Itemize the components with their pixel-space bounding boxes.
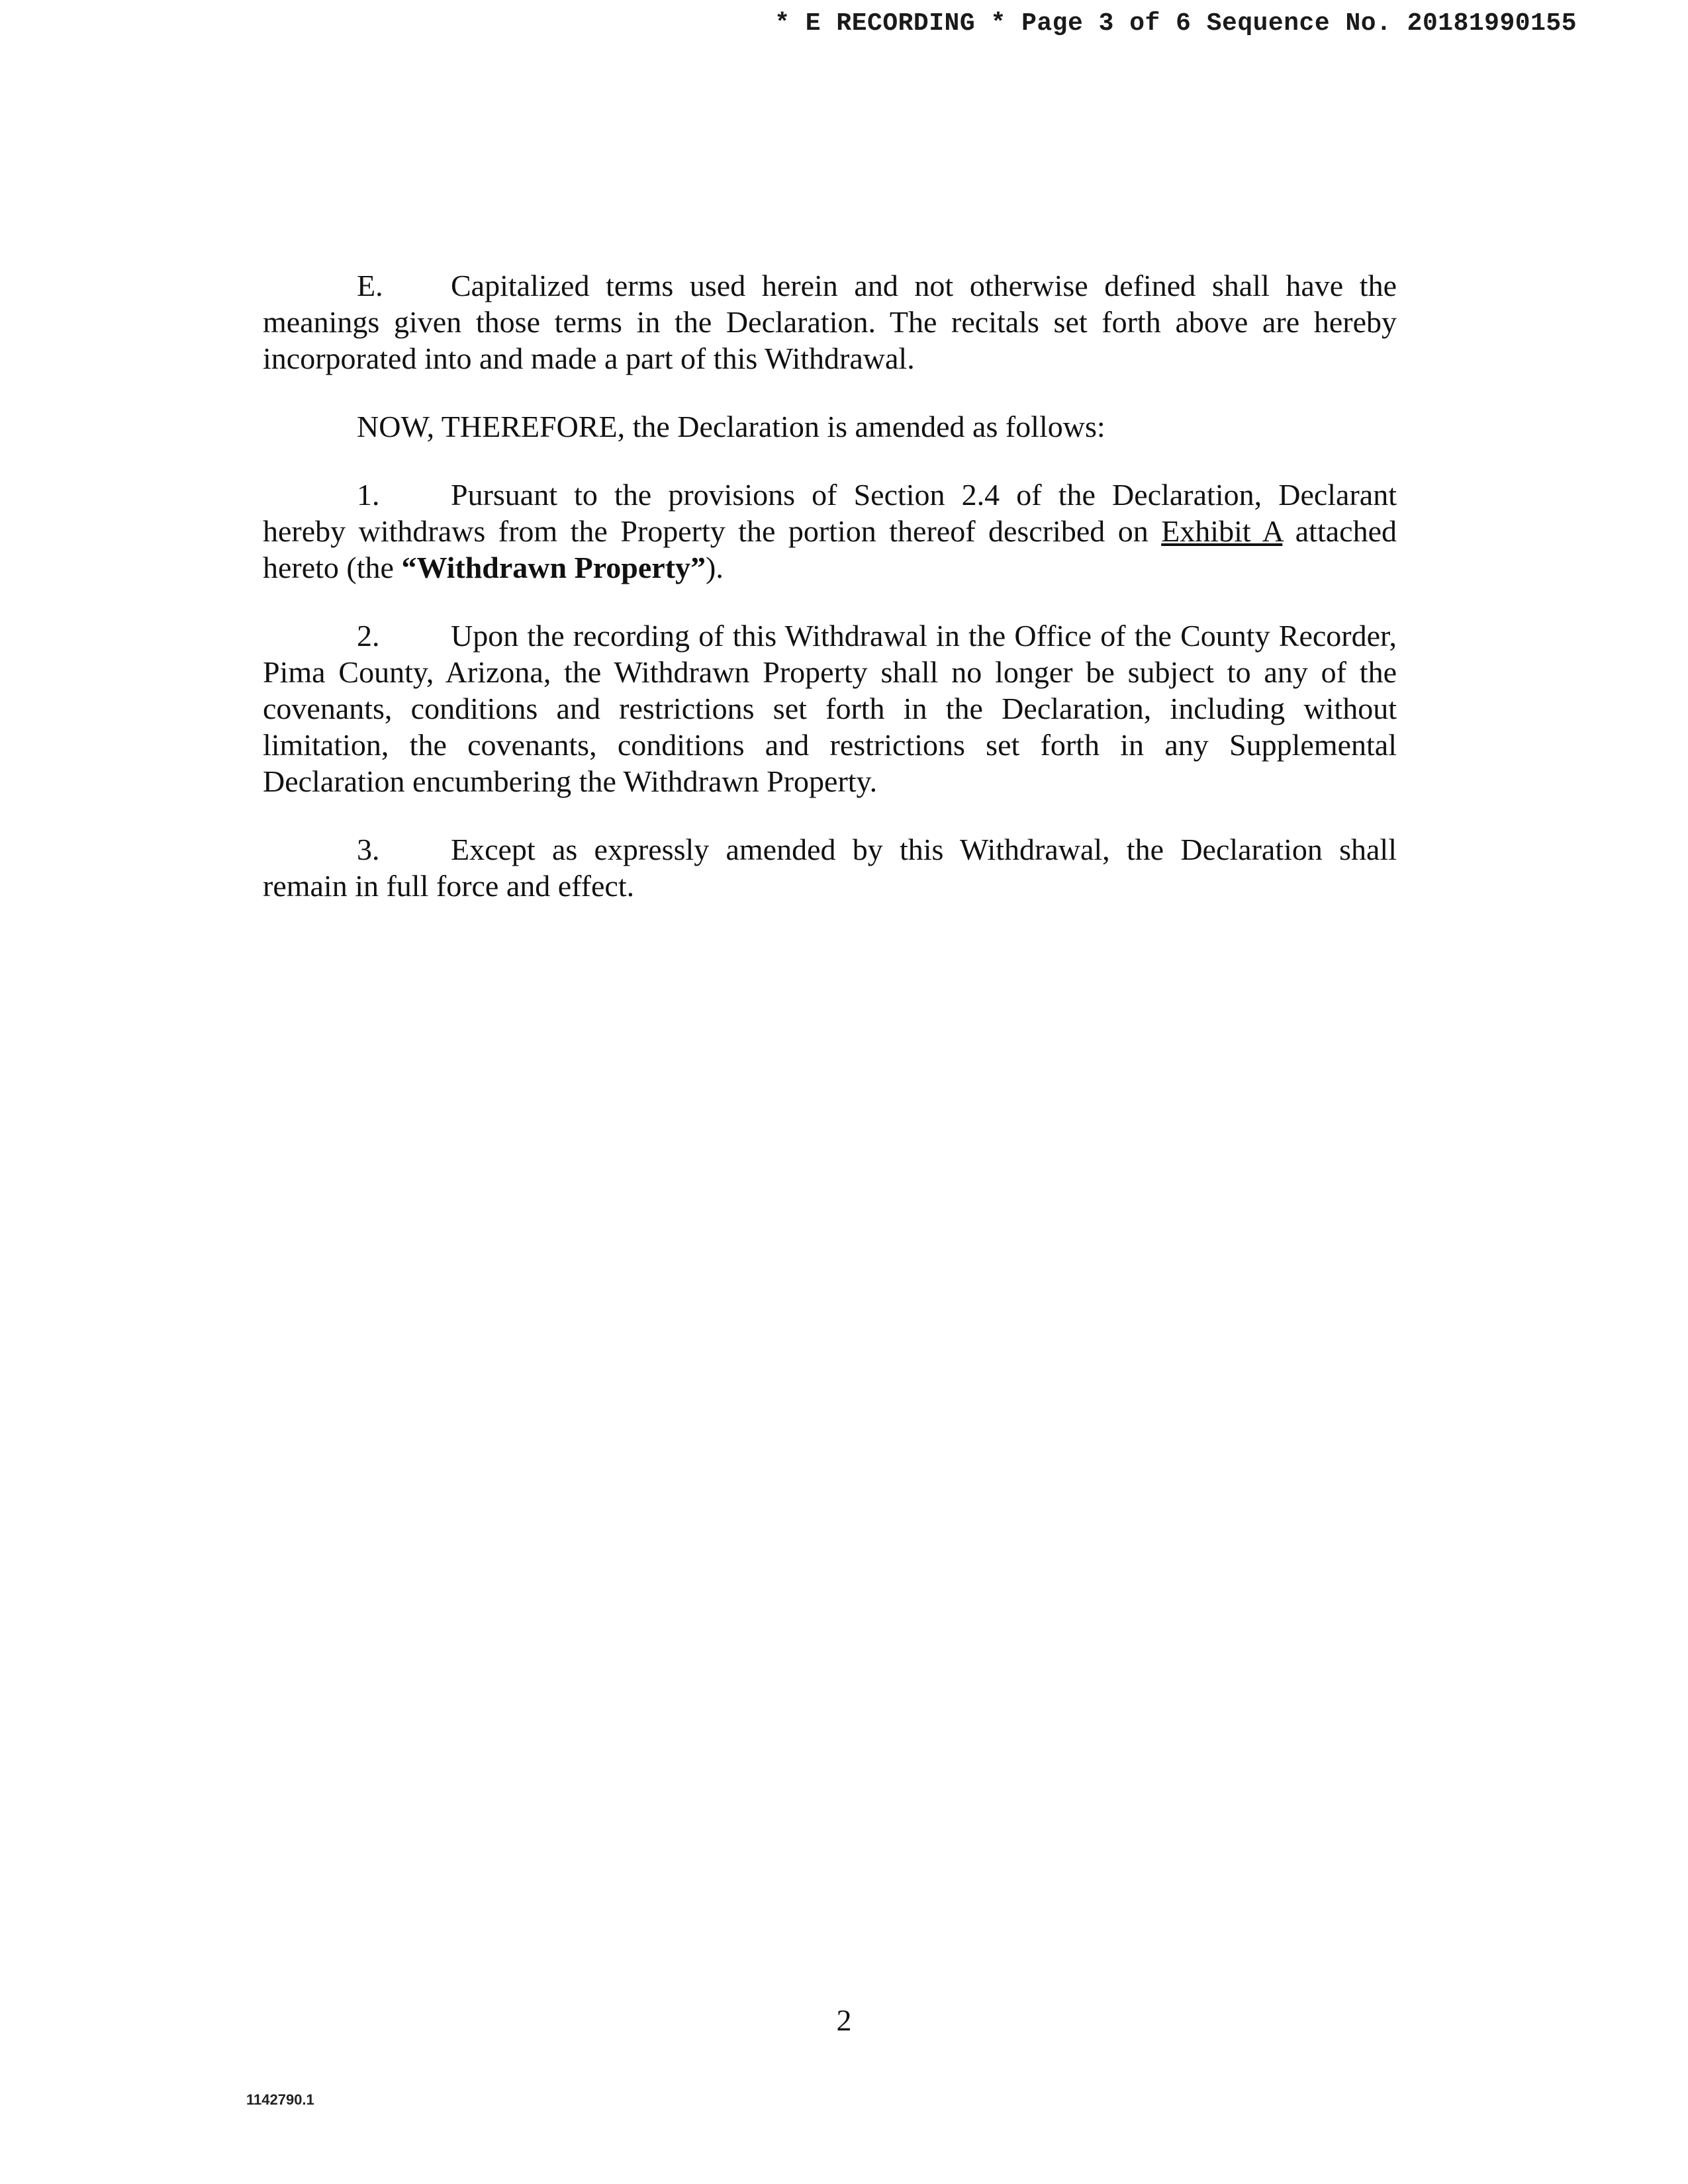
withdrawn-property-term: “Withdrawn Property”	[401, 551, 706, 584]
paragraph-3	[263, 831, 1397, 904]
paragraph-1-text-middle: attached hereto (the	[263, 514, 1397, 584]
paragraph-2-text: Upon the recording of this Withdrawal in the Office of the County Recorder, Pima County, Arizona, the Withdrawn Property shall no longer be subject to any of the covenants, conditions and restrictions set forth in the Declaration, including without limitation, the covenants, conditions and restrictions set forth in any Supplemental Declaration encumbering the Withdrawn Property.	[263, 619, 1397, 798]
paragraph-1	[263, 477, 1397, 586]
paragraph-e-text: Capitalized terms used herein and not otherwise defined shall have the meanings given those terms in the Declaration. The recitals set forth above are hereby incorporated into and made a part of this Withdrawal.	[263, 269, 1397, 375]
paragraph-1-text-after: ).	[706, 551, 724, 584]
paragraph-2-label: 2.	[357, 619, 380, 653]
paragraph-3-text: Except as expressly amended by this Withdrawal, the Declaration shall remain in full force and effect.	[263, 833, 1397, 903]
paragraph-e-label: E.	[357, 269, 383, 302]
paragraph-3-label: 3.	[357, 833, 380, 866]
exhibit-a-reference: Exhibit A	[1161, 514, 1283, 548]
paragraph-1-label: 1.	[357, 478, 380, 512]
now-therefore-paragraph: NOW, THEREFORE, the Declaration is amended as follows:	[357, 410, 1105, 443]
paragraph-e	[263, 267, 1397, 377]
paragraph-2	[263, 617, 1397, 799]
recording-stamp: * E RECORDING * Page 3 of 6 Sequence No. 20181990155	[774, 9, 1577, 38]
document-body	[263, 267, 1397, 936]
document-id: 1142790.1	[246, 2091, 314, 2108]
paragraph-1-text-before: Pursuant to the provisions of Section 2.4 of the Declaration, Declarant hereby withdraws from the Property the portion thereof described on	[263, 478, 1397, 548]
page-number: 2	[836, 2003, 852, 2037]
